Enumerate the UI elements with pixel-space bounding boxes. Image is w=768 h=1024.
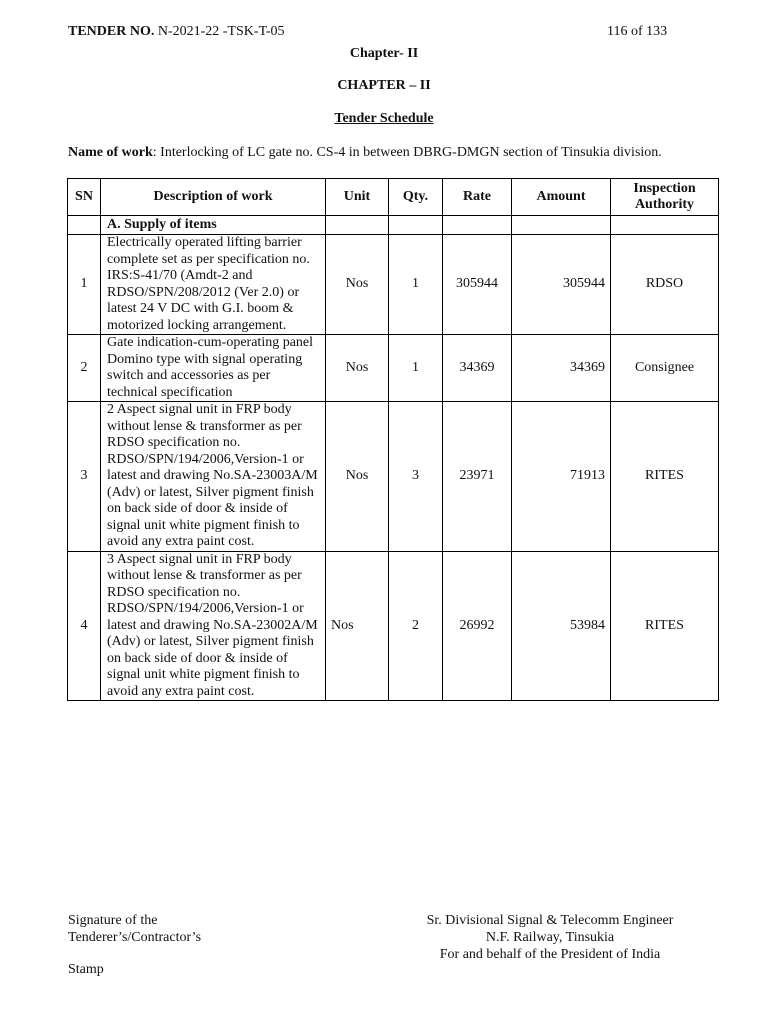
- tender-label: TENDER NO.: [68, 24, 155, 39]
- row-rate: 23971: [443, 402, 512, 552]
- row-qty: 1: [389, 335, 443, 402]
- row-description: 3 Aspect signal unit in FRP body without lense & transformer as per RDSO specification no. RDSO/SPN/194/2006,Version-1 or latest and drawing No.SA-23002A/M (Adv) or latest, Silver pigment finish on back side of door & inside of signal unit white pigment finish to avoid any extra paint cost.: [101, 551, 326, 701]
- stamp-label: Stamp: [68, 962, 104, 977]
- row-sn: 1: [68, 235, 101, 335]
- header-description: Description of work: [101, 179, 326, 216]
- row-sn: 4: [68, 551, 101, 701]
- name-of-work-value: : Interlocking of LC gate no. CS-4 in between DBRG-DMGN section of Tinsukia division.: [152, 145, 662, 160]
- row-description: Electrically operated lifting barrier complete set as per specification no. IRS:S-41/70 (Amdt-2 and RDSO/SPN/208/2012 (Ver 2.0) or latest 24 V DC with G.I. boom & motorized locking arrangement.: [101, 235, 326, 335]
- row-inspection-authority: Consignee: [611, 335, 719, 402]
- section-empty-cell: [512, 216, 611, 235]
- tender-number: N-2021-22 -TSK-T-05: [157, 24, 285, 39]
- engineer-office: N.F. Railway, Tinsukia: [485, 930, 615, 945]
- section-sn-cell: [68, 216, 101, 235]
- tenderer-signature-block: [68, 912, 288, 946]
- table-row: [68, 235, 719, 335]
- chapter-heading: Chapter- II: [349, 46, 419, 61]
- row-amount: 34369: [512, 335, 611, 402]
- header-qty: Qty.: [389, 179, 443, 216]
- row-sn: 2: [68, 335, 101, 402]
- table-row: [68, 335, 719, 402]
- row-qty: 3: [389, 402, 443, 552]
- schedule-title: Tender Schedule: [334, 111, 434, 126]
- header-amount: Amount: [512, 179, 611, 216]
- signature-label-line2: Tenderer’s/Contractor’s: [68, 930, 202, 945]
- chapter-title: CHAPTER – II: [337, 78, 431, 93]
- engineer-authority: For and behalf of the President of India: [439, 947, 661, 962]
- row-amount: 305944: [512, 235, 611, 335]
- row-unit: Nos: [326, 235, 389, 335]
- row-unit: Nos: [326, 551, 389, 701]
- section-empty-cell: [326, 216, 389, 235]
- page-indicator: 116 of 133: [607, 24, 668, 39]
- section-label: A. Supply of items: [101, 216, 326, 235]
- header-inspection-authority: Inspection Authority: [611, 179, 719, 216]
- row-unit: Nos: [326, 402, 389, 552]
- section-empty-cell: [443, 216, 512, 235]
- row-description: Gate indication-cum-operating panel Domino type with signal operating switch and accessories as per technical specification: [101, 335, 326, 402]
- tender-schedule-table: [67, 178, 719, 701]
- table-row: [68, 551, 719, 701]
- row-sn: 3: [68, 402, 101, 552]
- row-rate: 34369: [443, 335, 512, 402]
- row-inspection-authority: RDSO: [611, 235, 719, 335]
- engineer-signature-block: [400, 912, 700, 963]
- row-rate: 26992: [443, 551, 512, 701]
- row-qty: 2: [389, 551, 443, 701]
- table-row: [68, 402, 719, 552]
- row-description: 2 Aspect signal unit in FRP body without lense & transformer as per RDSO specification no. RDSO/SPN/194/2006,Version-1 or latest and drawing No.SA-23003A/M (Adv) or latest, Silver pigment finish on back side of door & inside of signal unit white pigment finish to avoid any extra paint cost.: [101, 402, 326, 552]
- section-row: [68, 216, 719, 235]
- row-unit: Nos: [326, 335, 389, 402]
- row-rate: 305944: [443, 235, 512, 335]
- row-qty: 1: [389, 235, 443, 335]
- name-of-work-label: Name of work: [68, 145, 153, 160]
- header-unit: Unit: [326, 179, 389, 216]
- row-inspection-authority: RITES: [611, 402, 719, 552]
- header-rate: Rate: [443, 179, 512, 216]
- header-sn: SN: [68, 179, 101, 216]
- row-inspection-authority: RITES: [611, 551, 719, 701]
- table-header-row: [68, 179, 719, 216]
- tender-number-header: [68, 24, 285, 40]
- section-empty-cell: [389, 216, 443, 235]
- row-amount: 53984: [512, 551, 611, 701]
- name-of-work: [68, 145, 662, 161]
- row-amount: 71913: [512, 402, 611, 552]
- signature-label-line1: Signature of the: [68, 913, 158, 928]
- engineer-designation: Sr. Divisional Signal & Telecomm Engineer: [426, 913, 674, 928]
- section-empty-cell: [611, 216, 719, 235]
